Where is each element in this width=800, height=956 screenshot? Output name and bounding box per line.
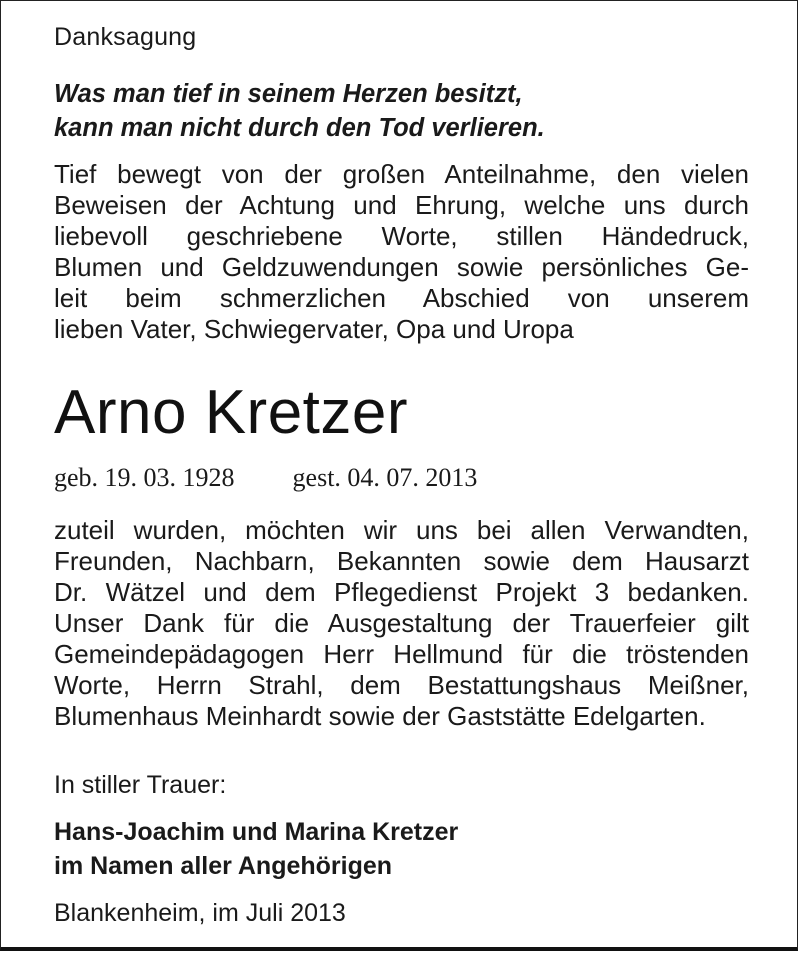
paragraph-line: Beweisen der Achtung und Ehrung, welche uns durch: [54, 190, 749, 220]
paragraph-line: liebevoll geschriebene Worte, stillen Händedruck,: [54, 221, 749, 251]
deceased-name: Arno Kretzer: [54, 378, 409, 447]
paragraph-line: Tief bewegt von der großen Anteilnahme, den vielen: [54, 159, 749, 189]
paragraph-line: Gemeindepädagogen Herr Hellmund für die tröstenden: [54, 639, 749, 669]
death-date: gest. 04. 07. 2013: [292, 463, 478, 492]
notice-heading: Danksagung: [54, 23, 197, 51]
quote-line: Was man tief in seinem Herzen besitzt,: [54, 80, 523, 108]
signatory-line: Hans-Joachim und Marina Kretzer: [54, 818, 459, 846]
thanks-paragraph-intro: [54, 159, 749, 345]
paragraph-line: leit beim schmerzlichen Abschied von unserem: [54, 283, 749, 313]
paragraph-line: Blumenhaus Meinhardt sowie der Gaststätte Edelgarten.: [54, 701, 706, 731]
life-dates: [54, 463, 477, 493]
mourning-label: In stiller Trauer:: [54, 771, 227, 799]
signatories: [54, 815, 458, 883]
thanks-paragraph-main: [54, 515, 749, 732]
paragraph-line: Blumen und Geldzuwendungen sowie persönliches Ge-: [54, 252, 749, 282]
paragraph-line: lieben Vater, Schwiegervater, Opa und Uropa: [54, 314, 574, 344]
quote-line: kann man nicht durch den Tod verlieren.: [54, 114, 545, 142]
memorial-quote: [54, 77, 545, 145]
birth-date: geb. 19. 03. 1928: [54, 463, 235, 492]
paragraph-line: Unser Dank für die Ausgestaltung der Trauerfeier gilt: [54, 608, 749, 638]
signatory-line: im Namen aller Angehörigen: [54, 852, 393, 880]
place-and-date: Blankenheim, im Juli 2013: [54, 899, 346, 927]
paragraph-line: Freunden, Nachbarn, Bekannten sowie dem Hausarzt: [54, 546, 749, 576]
paragraph-line: Dr. Wätzel und dem Pflegedienst Projekt 3 bedanken.: [54, 577, 749, 607]
paragraph-line: zuteil wurden, möchten wir uns bei allen Verwandten,: [54, 515, 749, 545]
paragraph-line: Worte, Herrn Strahl, dem Bestattungshaus Meißner,: [54, 670, 749, 700]
